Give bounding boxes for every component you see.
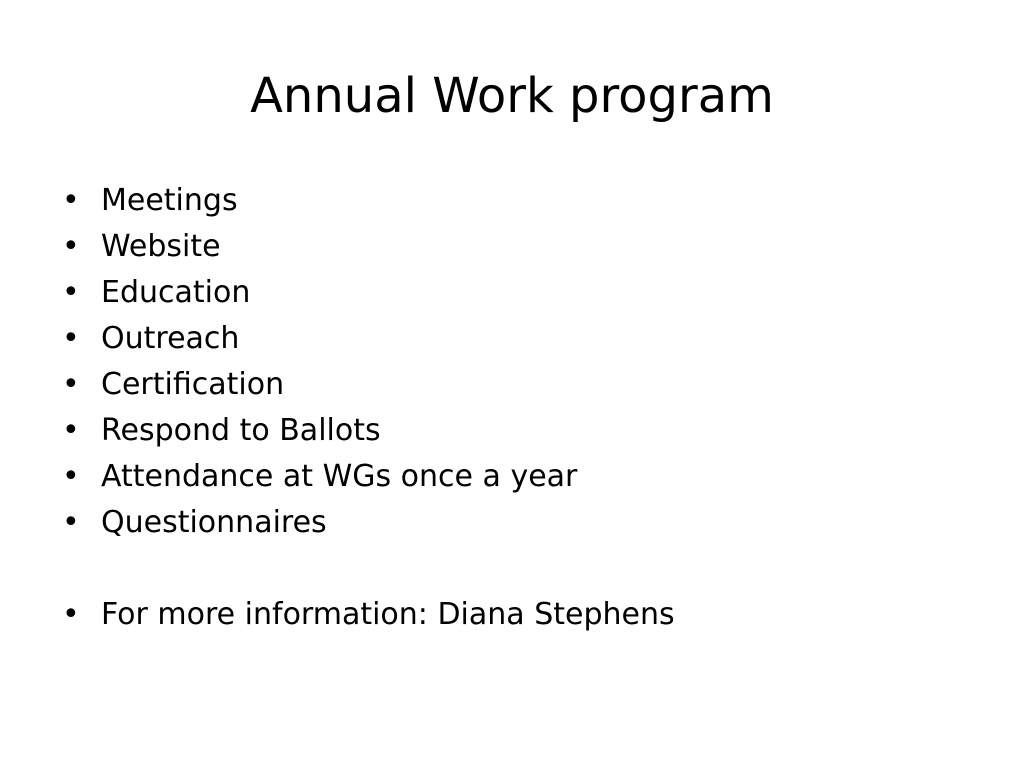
list-item	[62, 454, 675, 500]
list-item-text: Respond to Ballots	[101, 413, 381, 448]
list-item-text: Questionnaires	[101, 505, 327, 540]
bullet-icon: •	[62, 229, 80, 264]
bullet-icon: •	[62, 275, 80, 310]
list-item-text: Education	[101, 275, 251, 310]
list-item-text: Website	[101, 229, 221, 264]
bullet-icon: •	[62, 367, 80, 402]
bullet-icon: •	[62, 505, 80, 540]
list-item	[62, 500, 675, 546]
list-item-text: Outreach	[101, 321, 240, 356]
list-item	[62, 362, 675, 408]
contact-info-text: For more information: Diana Stephens	[101, 597, 675, 632]
list-item	[62, 408, 675, 454]
bullet-list	[62, 178, 675, 638]
list-item	[62, 224, 675, 270]
bullet-icon: •	[62, 321, 80, 356]
contact-info-item	[62, 592, 675, 638]
bullet-icon: •	[62, 413, 80, 448]
bullet-icon: •	[62, 597, 80, 632]
list-item-text: Attendance at WGs once a year	[101, 459, 578, 494]
bullet-icon: •	[62, 183, 80, 218]
list-item	[62, 178, 675, 224]
slide-title: Annual Work program	[250, 68, 774, 124]
list-item-text: Certification	[101, 367, 285, 402]
list-item	[62, 316, 675, 362]
bullet-icon: •	[62, 459, 80, 494]
list-item-text: Meetings	[101, 183, 238, 218]
list-item	[62, 270, 675, 316]
